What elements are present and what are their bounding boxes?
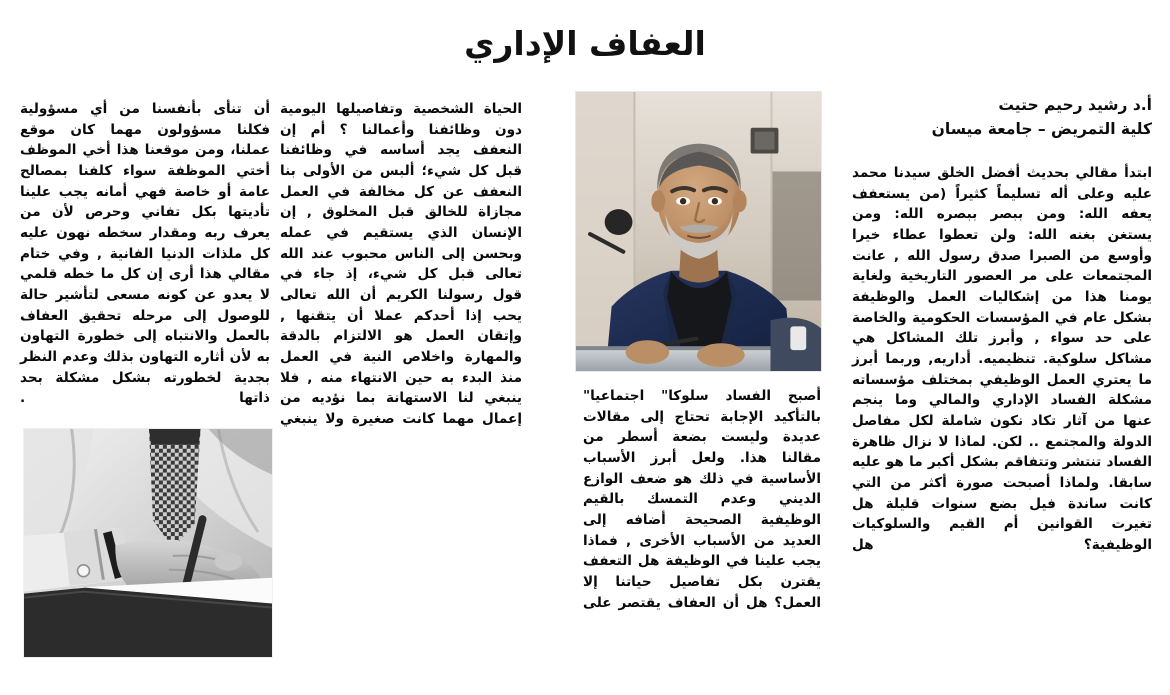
author-portrait-photo [575, 91, 822, 372]
paragraph: الحياة الشخصية وتفاصيلها اليومية دون وظائفنا وأعمالنا ؟ أم إن النعفف يجد أساسه في وظائفنا قبل كل شيء؛ ألبس من الأولى بنا النعفف عن كل مخالفة في العمل مجازاة للخالق قبل المخلوق , إن الإنسان الذي يستقيم في عمله وبحسن إلى الناس محبوب عند الله تعالى قبل كل شيء، إذ جاء في قول رسولنا الكريم أن الله تعالى يحب إذا أحدكم عملا أن يتقنها , وإتقان العمل هو الالتزام بالدقة والمهارة واخلاص النية في العمل منذ البدء به حين الانتهاء منه , فلا ينبغي لنا الاستهانة بما نؤديه من إعمال مهما كانت صغيرة ولا ينبغي [280, 101, 522, 427]
page-title: العفاف الإداري [464, 24, 706, 63]
byline [852, 93, 1152, 141]
text-column-mid-left [280, 99, 522, 430]
byline-author: أ.د رشيد رحيم حتيت [998, 96, 1152, 114]
paragraph: أن تنأى بأنفسنا من أي مسؤولية فكلنا مسؤولون مهما كان موقع عملنا، ومن موقعنا هذا أخي الموظف أختي الموظفة سواء كلفنا بمصالح عامة أو خاصة فهي أمانه يجب علينا تأديتها بكل تفاني وحرص لأن من يعرف ربه ومقدار سخطه نهون عليه كل ملذات الدنيا الفانية , وفي ختام مقالي هذا أرى إن كل ما خطه قلمي لا يعدو عن كونه مسعى لتأشير حالة للوصول إلى مرحله تحقيق العفاف بالعمل والانتباه إلى خطورة التهاون به لأن أثاره التهاون بذلك وعدم النظر بجدية لخطورته بشكل مشكلة بحد ذاتها . [20, 101, 270, 407]
text-column-right [852, 163, 1152, 555]
paragraph: ابتدأ مقالي بحديث أفضل الخلق سيدنا محمد عليه وعلى أله تسليماً كثيراً (من يستعفف يعفه الله: ومن ببصر ببصره الله: ومن يستغن بغنه الله: ولن تعطوا عطاء خيرا وأوسع من الصبرا صدق رسول الله , عانت المجتمعات على مر العصور التاريخية ولغاية يومنا هذا من إشكاليات العمل والوظيفة بشكل عام في المؤسسات الحكومية والخاصة على حد سواء , وأبرز تلك المشاكل هي مشاكل سلوكية. تنظيميه. أداريه, وربما أبرز ما يعتري العمل الوظيفي بمختلف مؤسساته مشكلة الفساد الإداري والمالي وما ينجم عنها من آثار تكاد نكون شاملة لكل مفاصل الدولة والمجتمع .. لكن. لماذا لا نزال ظاهرة الفساد تنتشر وتتفاقم بشكل أكبر ما هو عليه سابقا. ولماذا أصبحت صورة أكثر من التي كانت ساندة فيل بضع سنوات قليلة هل تغيرت القوانين أم القيم والسلوكيات الوظيفية؟ هل [852, 165, 1152, 553]
hands-signing-illustration [24, 429, 272, 657]
text-column-left [20, 99, 270, 409]
paragraph: أصبح الفساد سلوكا" اجتماعيا" بالتأكيد الإجابة تحتاج إلى مقالات عديدة وليست بضعة أسطر من مقالنا هذا. ولعل أبرز الأسباب الأساسية في ذلك هو ضعف الوازع الديني وعدم التمسك بالقيم الوظيفية الصحيحة أضافه إلى العديد من الأسباب الأخرى , فماذا يجب علينا في الوظيفة هل التعفف يقترن بكل تفاصيل حياتنا إلا العمل؟ هل أن العفاف يقتصر على [583, 388, 821, 611]
author-portrait-illustration [576, 92, 821, 371]
byline-affiliation: كلية التمريض – جامعة ميسان [931, 120, 1152, 139]
text-column-mid-right [583, 386, 821, 613]
hands-signing-document-photo [23, 428, 273, 658]
